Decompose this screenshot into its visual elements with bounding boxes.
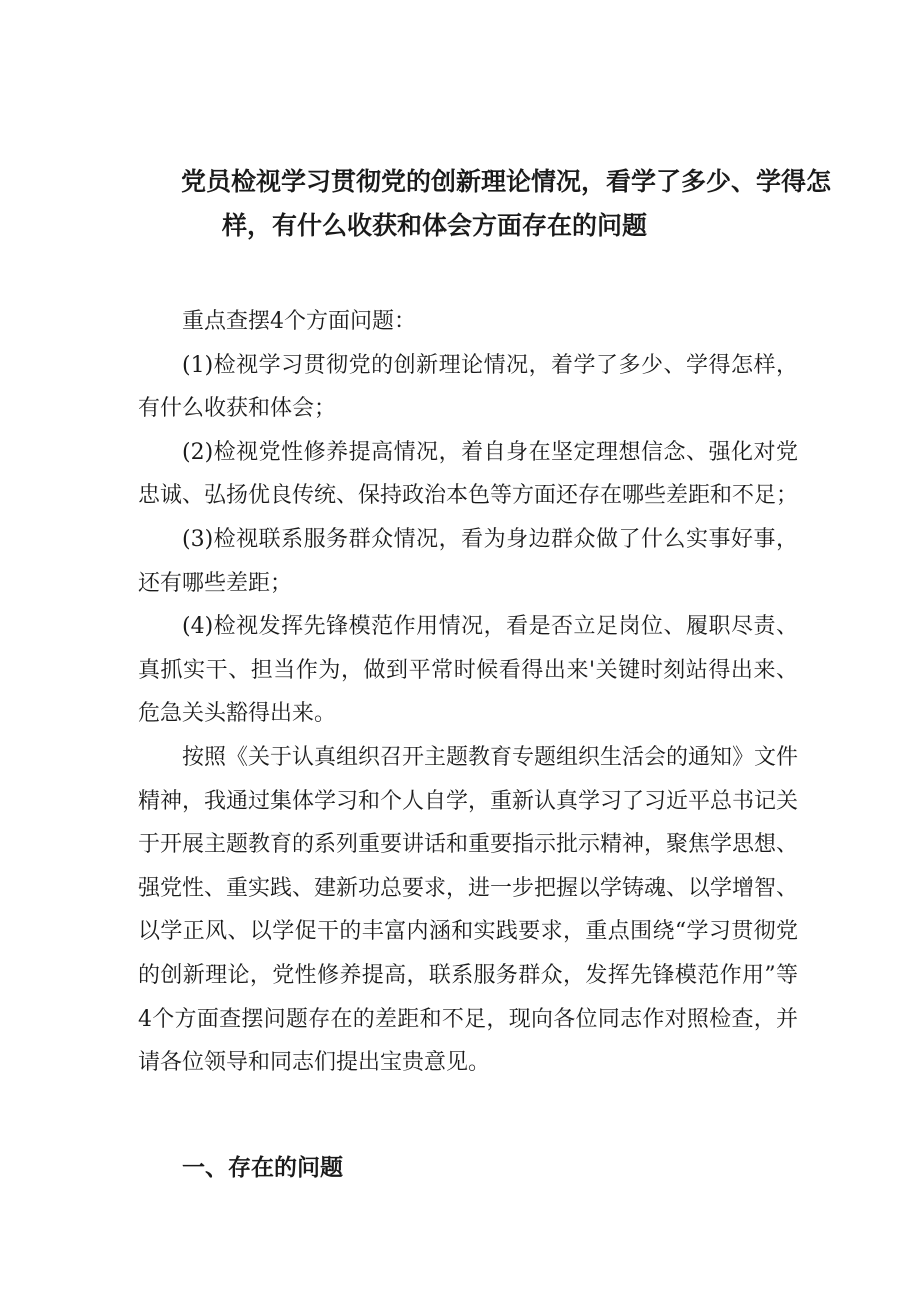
- body-paragraph: 按照《关于认真组织召开主题教育专题组织生活会的通知》文件精神，我通过集体学习和个人自学，重新认真学习了习近平总书记关于开展主题教育的系列重要讲话和重要指示批示精神，聚焦学思想、强党性、重实践、建新功总要求，进一步把握以学铸魂、以学增智、以学正风、以学促干的丰富内涵和实践要求，重点围绕“学习贯彻党的创新理论，党性修养提高，联系服务群众，发挥先锋模范作用”等4个方面查摆问题存在的差距和不足，现向各位同志作对照检查，并请各位领导和同志们提出宝贵意见。: [138, 744, 799, 1076]
- document-body: [138, 300, 798, 1085]
- document-title-line-1: 党员检视学习贯彻党的创新理论情况，看学了多少、学得怎: [181, 167, 832, 196]
- section-heading: 一、存在的问题: [182, 1155, 343, 1181]
- list-item-4: (4)检视发挥先锋模范作用情况，看是否立足岗位、履职尽责、真抓实干、担当作为，做到平常时候看得出来'关键时刻站得出来、危急关头豁得出来。: [138, 614, 798, 727]
- document-title-line-2: 样，有什么收获和体会方面存在的问题: [222, 211, 648, 240]
- document-title: [0, 160, 920, 248]
- list-item-2: (2)检视党性修养提高情况，着自身在坚定理想信念、强化对党忠诚、弘扬优良传统、保持政治本色等方面还存在哪些差距和不足；: [138, 439, 799, 509]
- intro-paragraph: 重点查摆4个方面问题：: [182, 309, 416, 334]
- list-item-1: (1)检视学习贯彻党的创新理论情况，着学了多少、学得怎样，有什么收获和体会；: [138, 352, 798, 422]
- list-item-3: (3)检视联系服务群众情况，看为身边群众做了什么实事好事，还有哪些差距；: [138, 526, 798, 596]
